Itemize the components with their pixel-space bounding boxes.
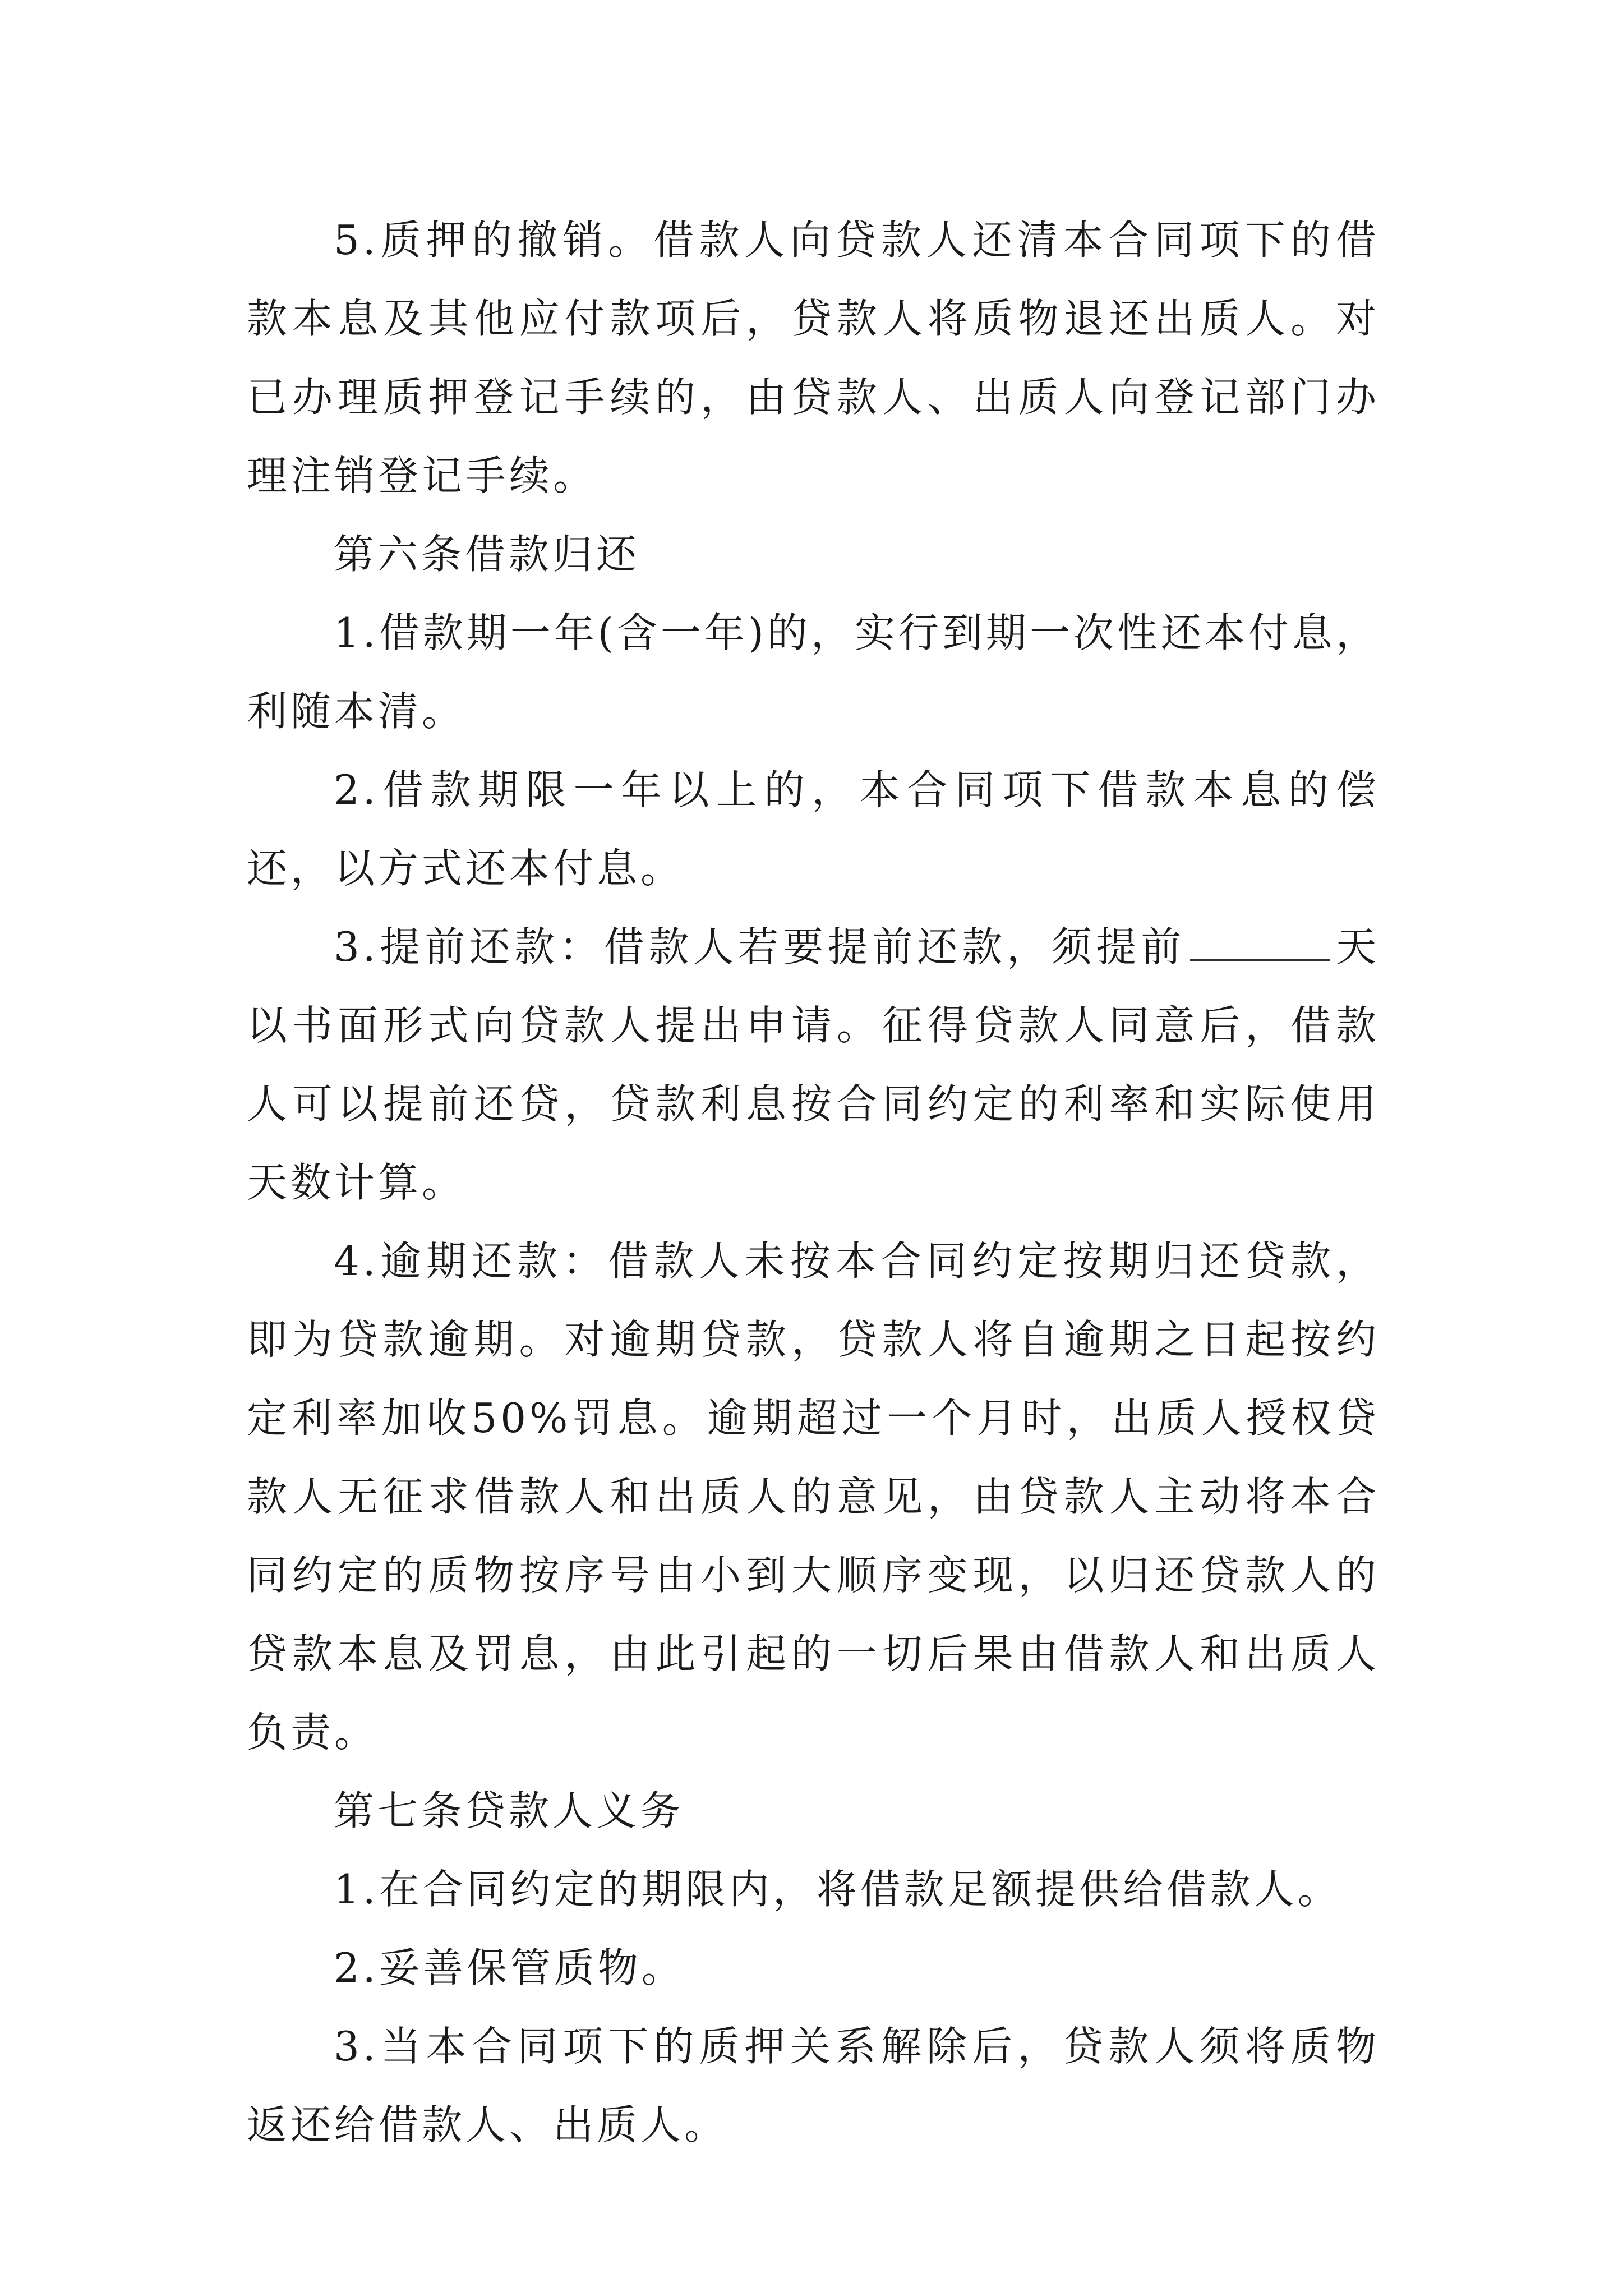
prepayment-text-before: 3.提前还款：借款人若要提前还款，须提前 [334, 923, 1186, 970]
heading-article-seven: 第七条贷款人义务 [334, 1787, 684, 1834]
paragraph-prepayment [247, 908, 1380, 1222]
paragraph-lender-duty-3: 3.当本合同项下的质押关系解除后，贷款人须将质物返还给借款人、出质人。 [247, 2023, 1380, 2148]
paragraph-one-year-repayment: 1.借款期一年(含一年)的，实行到期一次性还本付息，利随本清。 [247, 609, 1380, 735]
paragraph-lender-duty-1: 1.在合同约定的期限内，将借款足额提供给借款人。 [334, 1866, 1341, 1913]
prepayment-text-after: 天以书面形式向贷款人提出申请。征得贷款人同意后，借款人可以提前还贷，贷款利息按合同约定的利率和实际使用天数计算。 [247, 923, 1380, 1206]
heading-article-six: 第六条借款归还 [334, 531, 640, 578]
paragraph-pledge-revocation: 5.质押的撤销。借款人向贷款人还清本合同项下的借款本息及其他应付款项后，贷款人将质物退还出质人。对已办理质押登记手续的，由贷款人、出质人向登记部门办理注销登记手续。 [247, 217, 1380, 499]
paragraph-lender-duty-2: 2.妥善保管质物。 [334, 1944, 685, 1991]
document-body [247, 201, 1380, 2164]
fill-in-blank-days [1190, 924, 1330, 961]
paragraph-overdue-repayment: 4.逾期还款：借款人未按本合同约定按期归还贷款，即为贷款逾期。对逾期贷款，贷款人将自逾期之日起按约定利率加收50%罚息。逾期超过一个月时，出质人授权贷款人无征求借款人和出质人的意见，由贷款人主动将本合同约定的质物按序号由小到大顺序变现，以归还贷款人的贷款本息及罚息，由此引起的一切后果由借款人和出质人负责。 [247, 1237, 1380, 1756]
paragraph-multi-year-repayment: 2.借款期限一年以上的，本合同项下借款本息的偿还，以方式还本付息。 [247, 766, 1380, 892]
